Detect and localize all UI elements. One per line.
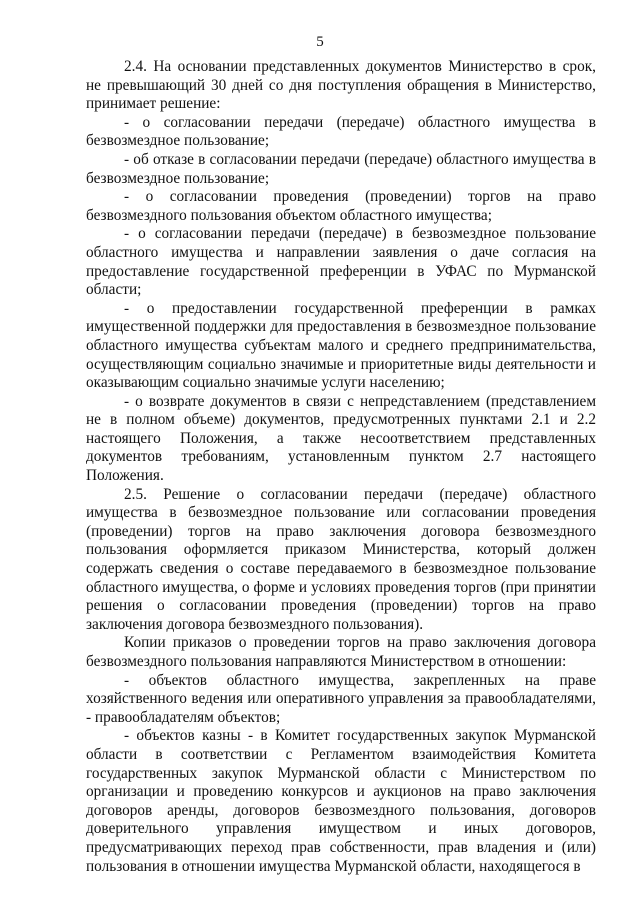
list-item-approve-tender: - о согласовании проведения (проведении) торгов на право безвозмездного пользования объектом областного имущества;: [86, 188, 596, 224]
page-number: 5: [316, 34, 324, 50]
list-item-assigned-objects: - объектов областного имущества, закрепленных на праве хозяйственного ведения или оперативного управления за правообладателями, - правообладателям объектов;: [86, 671, 596, 726]
paragraph-2-4: 2.4. На основании представленных документов Министерство в срок, не превышающий 30 дней со дня поступления обращения в Министерство, принимает решение:: [86, 58, 596, 113]
paragraph-order-copies: Копии приказов о проведении торгов на право заключения договора безвозмездного пользования направляются Министерством в отношении:: [86, 634, 596, 670]
document-body: [86, 58, 596, 876]
list-item-return-documents: - о возврате документов в связи с непредставлением (представлением не в полном объеме) документов, предусмотренных пунктами 2.1 и 2.2 настоящего Положения, а также несоответствием представленных документов требованиям, установленным пунктом 2.7 настоящего Положения.: [86, 392, 596, 485]
list-item-refuse-transfer: - об отказе в согласовании передачи (передаче) областного имущества в безвозмездное пользование;: [86, 150, 596, 187]
list-item-approve-with-preference: - о согласовании передачи (передаче) в безвозмездное пользование областного имущества и направлении заявления о даче согласия на предоставление государственной преференции в УФАС по Мурманской области;: [86, 225, 596, 299]
list-item-treasury-objects: - объектов казны - в Комитет государственных закупок Мурманской области в соответствии с Регламентом взаимодействия Комитета государственных закупок Мурманской области с Министерством по организации и проведению конкурсов и аукционов на право заключения договоров аренды, договоров безвозмездного пользования, договоров доверительного управления имуществом и иных договоров, предусматривающих переход прав собственности, прав владения и (или) пользования в отношении имущества Мурманской области, находящегося в: [86, 727, 596, 875]
list-item-approve-transfer: - о согласовании передачи (передаче) областного имущества в безвозмездное пользование;: [86, 113, 596, 150]
paragraph-2-5: 2.5. Решение о согласовании передачи (передаче) областного имущества в безвозмездное пользование или согласовании проведения (проведении) торгов на право заключения договора безвозмездного пользования оформляется приказом Министерства, который должен содержать сведения о составе передаваемого в безвозмездное пользование областного имущества, о форме и условиях проведения торгов (при принятии решения о согласовании проведения (проведении) торгов на право заключения договора безвозмездного пользования).: [86, 485, 596, 633]
list-item-grant-preference: - о предоставлении государственной преференции в рамках имущественной поддержки для предоставления в безвозмездное пользование областного имущества субъектам малого и среднего предпринимательства, осуществляющим социально значимые и приоритетные виды деятельности и оказывающим социально значимые услуги населению;: [86, 299, 596, 392]
